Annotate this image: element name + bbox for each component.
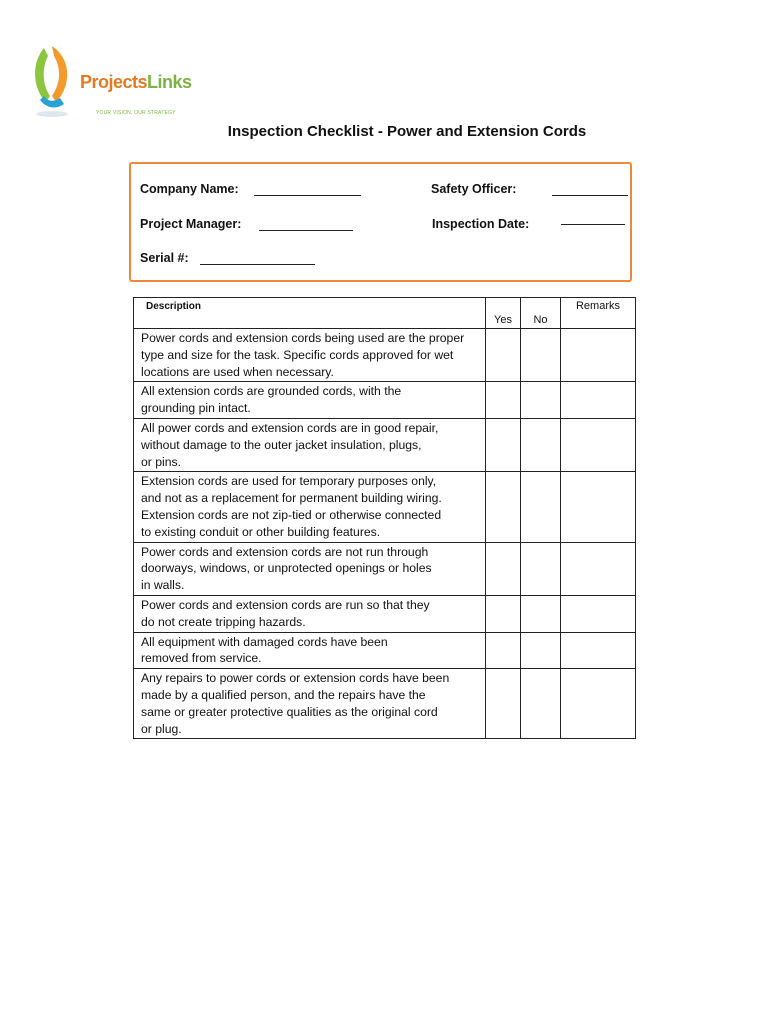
remarks-cell[interactable] xyxy=(561,329,636,382)
remarks-cell[interactable] xyxy=(561,472,636,542)
remarks-cell[interactable] xyxy=(561,542,636,595)
table-row xyxy=(134,472,636,542)
safety-officer-label: Safety Officer: xyxy=(431,182,517,196)
company-name-label: Company Name: xyxy=(140,182,239,196)
serial-number-label: Serial #: xyxy=(140,251,189,265)
row-description: All power cords and extension cords are in good repair, without damage to the outer jacket insulation, plugs, or pins. xyxy=(134,418,486,471)
checklist-table xyxy=(133,297,636,739)
inspection-date-field[interactable] xyxy=(561,224,625,225)
serial-number-field[interactable] xyxy=(200,264,315,265)
row-description: Power cords and extension cords being used are the proper type and size for the task. Specific cords approved for wet locations are used when necessary. xyxy=(134,329,486,382)
header-remarks: Remarks xyxy=(561,298,636,329)
yes-cell[interactable] xyxy=(486,669,521,739)
table-row xyxy=(134,632,636,669)
table-row xyxy=(134,382,636,419)
no-cell[interactable] xyxy=(521,632,561,669)
no-cell[interactable] xyxy=(521,418,561,471)
logo-wordmark: ProjectsLinks xyxy=(80,72,192,92)
yes-cell[interactable] xyxy=(486,382,521,419)
table-row xyxy=(134,595,636,632)
header-yes: Yes xyxy=(486,298,521,329)
yes-cell[interactable] xyxy=(486,329,521,382)
no-cell[interactable] xyxy=(521,542,561,595)
page-title: Inspection Checklist - Power and Extension Cords xyxy=(227,123,587,140)
row-description: Power cords and extension cords are run so that they do not create tripping hazards. xyxy=(134,595,486,632)
safety-officer-field[interactable] xyxy=(552,195,628,196)
table-header-row xyxy=(134,298,636,329)
remarks-cell[interactable] xyxy=(561,418,636,471)
yes-cell[interactable] xyxy=(486,632,521,669)
inspection-date-label: Inspection Date: xyxy=(432,217,530,231)
remarks-cell[interactable] xyxy=(561,669,636,739)
no-cell[interactable] xyxy=(521,595,561,632)
yes-cell[interactable] xyxy=(486,542,521,595)
no-cell[interactable] xyxy=(521,329,561,382)
row-description: Any repairs to power cords or extension cords have been made by a qualified person, and the repairs have the same or greater protective qualities as the original cord or plug. xyxy=(134,669,486,739)
remarks-cell[interactable] xyxy=(561,595,636,632)
header-description: Description xyxy=(134,298,486,329)
company-name-field[interactable] xyxy=(254,195,361,196)
yes-cell[interactable] xyxy=(486,472,521,542)
inspection-info-box xyxy=(129,162,632,282)
row-description: All extension cords are grounded cords, with the grounding pin intact. xyxy=(134,382,486,419)
table-row xyxy=(134,329,636,382)
table-row xyxy=(134,542,636,595)
header-no: No xyxy=(521,298,561,329)
company-logo xyxy=(30,44,192,124)
table-row xyxy=(134,669,636,739)
no-cell[interactable] xyxy=(521,472,561,542)
row-description: Extension cords are used for temporary purposes only, and not as a replacement for permanent building wiring. Extension cords are not zip-tied or otherwise connected to existing conduit or other building features. xyxy=(134,472,486,542)
project-manager-label: Project Manager: xyxy=(140,217,242,231)
remarks-cell[interactable] xyxy=(561,632,636,669)
logo-tagline: YOUR VISION, OUR STRATEGY xyxy=(96,110,176,116)
no-cell[interactable] xyxy=(521,669,561,739)
row-description: All equipment with damaged cords have been removed from service. xyxy=(134,632,486,669)
row-description: Power cords and extension cords are not run through doorways, windows, or unprotected openings or holes in walls. xyxy=(134,542,486,595)
yes-cell[interactable] xyxy=(486,595,521,632)
yes-cell[interactable] xyxy=(486,418,521,471)
remarks-cell[interactable] xyxy=(561,382,636,419)
table-row xyxy=(134,418,636,471)
logo-icon xyxy=(30,44,76,120)
no-cell[interactable] xyxy=(521,382,561,419)
project-manager-field[interactable] xyxy=(259,230,353,231)
